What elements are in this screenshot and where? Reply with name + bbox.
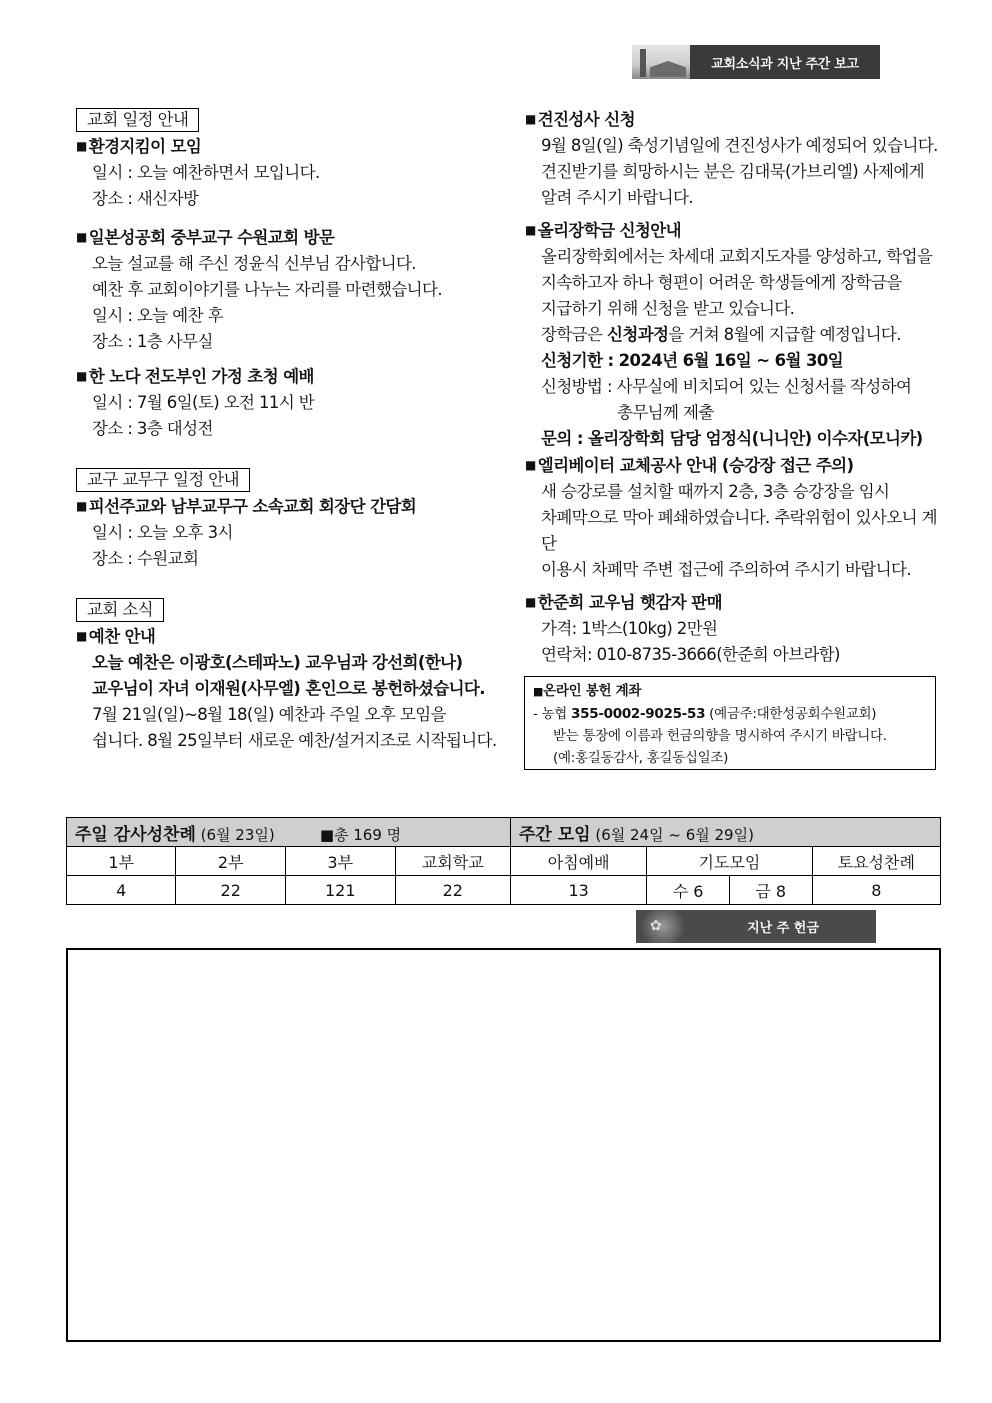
- item-line: 새 승강로를 설치할 때까지 2층, 3층 승강장을 임시: [541, 482, 890, 501]
- weekly-header: 주간 모임 (6월 24일 ~ 6월 29일): [510, 818, 940, 847]
- item-line: 장소 : 새신자방: [92, 189, 199, 208]
- item-line: 지급하기 위해 신청을 받고 있습니다.: [541, 299, 795, 318]
- table-value-cell: 13: [510, 876, 646, 905]
- section-title-church-schedule: 교회 일정 안내: [76, 108, 199, 132]
- item-line: 연락처: 010-8735-3666(한준희 아브라함): [541, 645, 840, 664]
- item-line: 교우님이 자녀 이재원(사무엘) 혼인으로 봉헌하셨습니다.: [92, 679, 485, 698]
- table-header-cell: 1부: [67, 847, 176, 876]
- church-building-icon: [632, 45, 690, 79]
- item-title-japan-visit: ■ 일본성공회 중부교구 수원교회 방문: [76, 228, 335, 247]
- offering-content-box: [66, 948, 941, 1342]
- table-header-cell: 기도모임: [647, 847, 812, 876]
- item-line: 일시 : 오늘 오후 3시: [92, 523, 233, 542]
- bank-line: 받는 통장에 이름과 헌금의향을 명시하여 주시기 바랍니다.: [553, 728, 887, 744]
- item-line: 장학금은 신청과정을 거쳐 8월에 지급할 예정입니다.: [541, 325, 901, 344]
- table-header-cell: 교회학교: [395, 847, 510, 876]
- item-line: 7월 21일(일)~8월 18(일) 예찬과 주일 오후 모임을: [92, 705, 446, 724]
- item-line: 총무님께 제출: [617, 403, 714, 422]
- bank-title: ■온라인 봉헌 계좌: [533, 683, 642, 699]
- section-title-diocese-schedule: 교구 교무구 일정 안내: [76, 468, 250, 492]
- offering-emblem-icon: ✿: [636, 910, 690, 943]
- table-value-cell: 22: [176, 876, 286, 905]
- item-line: 9월 8일(일) 축성기념일에 견진성사가 예정되어 있습니다.: [541, 136, 938, 155]
- left-column: [76, 106, 516, 754]
- item-line: 일시 : 7월 6일(토) 오전 11시 반: [92, 393, 315, 412]
- item-line: 견진받기를 희망하시는 분은 김대묵(가브리엘) 사제에게: [541, 162, 925, 181]
- item-line: 신청방법 : 사무실에 비치되어 있는 신청서를 작성하여: [541, 377, 912, 396]
- item-line: 장소 : 3층 대성전: [92, 419, 213, 438]
- item-line: 일시 : 오늘 예찬하면서 모입니다.: [92, 163, 320, 182]
- bank-line: (예:홍길동감사, 홍길동십일조): [553, 750, 729, 766]
- item-title-bishop-meeting: ■ 피선주교와 남부교무구 소속교회 회장단 간담회: [76, 497, 417, 516]
- item-title-confirmation: ■ 견진성사 신청: [525, 110, 635, 129]
- item-line: 일시 : 오늘 예찬 후: [92, 306, 223, 325]
- table-value-cell: 수 6: [647, 876, 730, 905]
- table-header-cell: 아침예배: [510, 847, 646, 876]
- section-header-label: 교회소식과 지난 주간 보고: [690, 45, 880, 79]
- table-value-cell: 4: [67, 876, 176, 905]
- table-header-cell: 2부: [176, 847, 286, 876]
- offering-header-badge: [636, 910, 876, 943]
- item-line: 오늘 예찬은 이광호(스테파노) 교우님과 강선희(한나): [92, 653, 463, 672]
- sunday-header: 주일 감사성찬례 (6월 23일) ■총 169 명: [67, 818, 511, 847]
- item-title-home-worship: ■ 한 노다 전도부인 가정 초청 예배: [76, 367, 314, 386]
- item-line: 지속하고자 하나 형편이 어려운 학생들에게 장학금을: [541, 273, 902, 292]
- item-line-deadline: 신청기한 : 2024년 6월 16일 ~ 6월 30일: [541, 351, 844, 370]
- item-title-potato-sale: ■ 한준희 교우님 햇감자 판매: [525, 593, 722, 612]
- table-header-cell: 토요성찬례: [812, 847, 940, 876]
- online-offering-account-box: [524, 676, 936, 770]
- item-line: 장소 : 1층 사무실: [92, 332, 213, 351]
- item-title-environment: ■ 환경지킴이 모임: [76, 137, 202, 156]
- item-title-eucharist: ■ 예찬 안내: [76, 627, 156, 646]
- section-header-badge: [632, 45, 880, 79]
- bank-line: - 농협 355-0002-9025-53 (예금주:대한성공회수원교회): [533, 706, 877, 722]
- table-header-cell: 3부: [285, 847, 395, 876]
- table-value-cell: 22: [395, 876, 510, 905]
- item-line: 예찬 후 교회이야기를 나누는 자리를 마련했습니다.: [92, 280, 442, 299]
- item-line: 가격: 1박스(10kg) 2만원: [541, 619, 718, 638]
- section-title-church-news: 교회 소식: [76, 598, 164, 622]
- right-column: [525, 106, 945, 668]
- item-line: 알려 주시기 바랍니다.: [541, 188, 693, 207]
- item-line: 오늘 설교를 해 주신 정윤식 신부님 감사합니다.: [92, 254, 416, 273]
- attendance-table: [66, 817, 941, 905]
- item-line: 쉽니다. 8월 25일부터 새로운 예찬/설거지조로 시작됩니다.: [92, 731, 497, 750]
- table-value-cell: 121: [285, 876, 395, 905]
- table-value-cell: 8: [812, 876, 940, 905]
- item-line: 차폐막으로 막아 폐쇄하였습니다. 추락위험이 있사오니 계단: [541, 508, 938, 553]
- item-line: 장소 : 수원교회: [92, 549, 199, 568]
- item-title-elevator: ■ 엘리베이터 교체공사 안내 (승강장 접근 주의): [525, 456, 854, 475]
- item-line: 이용시 차폐막 주변 접근에 주의하여 주시기 바랍니다.: [541, 560, 911, 579]
- item-title-scholarship: ■ 올리장학금 신청안내: [525, 221, 681, 240]
- item-line-contact: 문의 : 올리장학회 담당 엄정식(니니안) 이수자(모니카): [541, 429, 923, 448]
- table-value-cell: 금 8: [729, 876, 812, 905]
- offering-header-label: 지난 주 헌금: [690, 910, 876, 943]
- item-line: 올리장학회에서는 차세대 교회지도자를 양성하고, 학업을: [541, 247, 933, 266]
